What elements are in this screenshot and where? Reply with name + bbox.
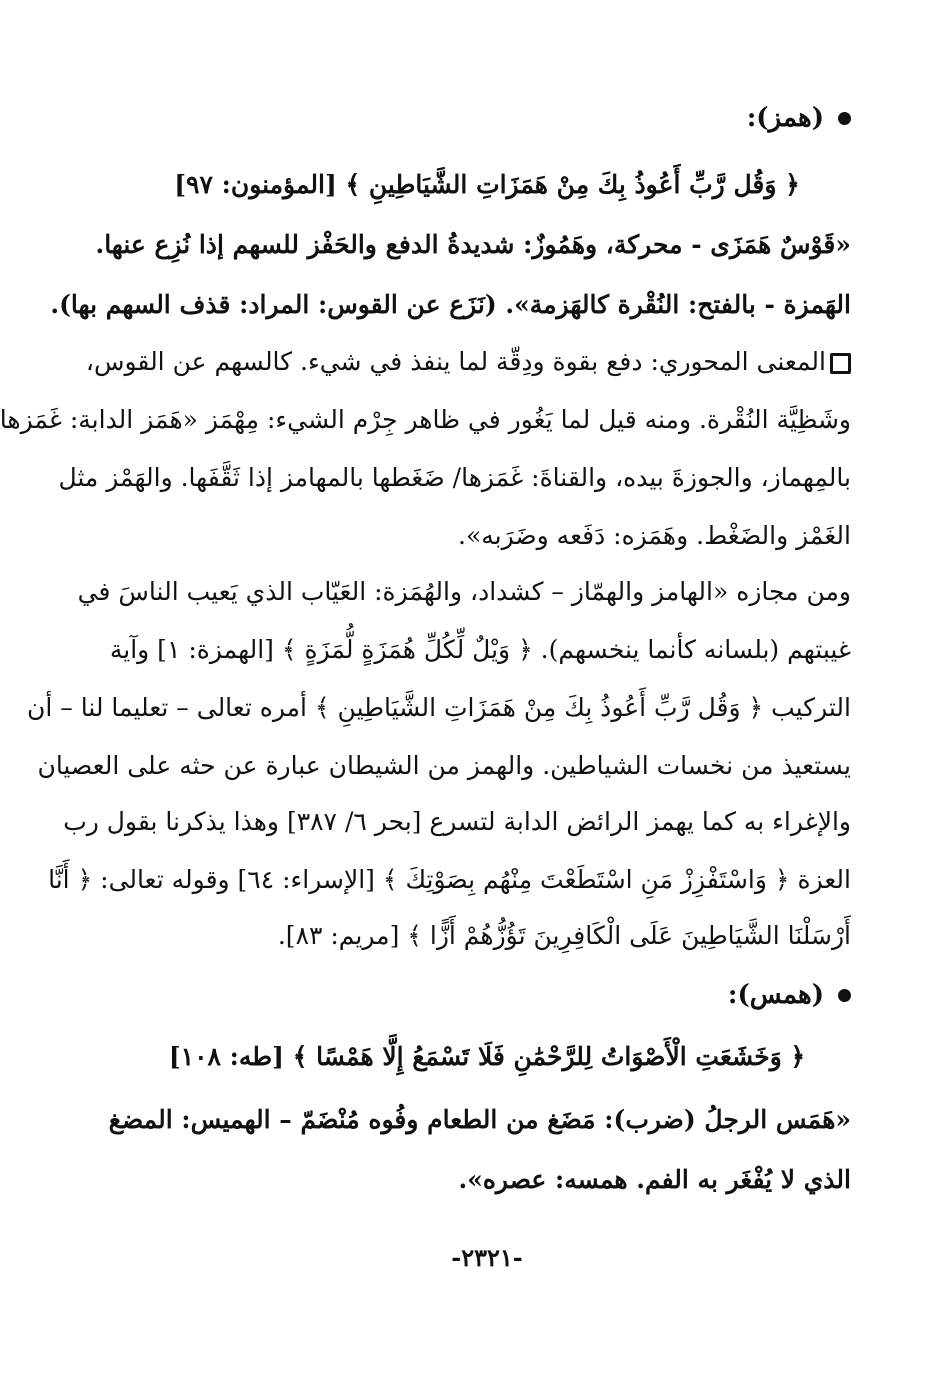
bullet-icon: [838, 112, 851, 125]
page-number: -٢٣٢١-: [451, 1243, 523, 1272]
lexical-line: «قَوْسٌ هَمَزَى - محركة، وهَمُوزٌ: شديدةُ الدفع والحَفْز للسهم إذا نُزِع عنها.: [95, 230, 851, 259]
entry-heading-text: (همس):: [727, 980, 824, 1010]
lexical-line: الذي لا يُفْغَر به الفم. همسه: عصره».: [458, 1165, 851, 1194]
core-meaning-line: وشَظِيَّة النُقْرة. ومنه قيل لما يَغُور في ظاهر جِرْم الشيء: مِهْمَز «هَمَز الدابة: غَمَزها: [0, 405, 851, 434]
figurative-line: والإغراء به كما يهمز الرائض الدابة لتسرع [بحر ٦/ ٣٨٧] وهذا يذكرنا بقول رب: [63, 807, 851, 836]
lexical-line: «هَمَس الرجلُ (ضرب): مَضَغ من الطعام وفُوه مُنْضَمّ – الهميس: المضغ: [108, 1105, 851, 1134]
figurative-line: ومن مجازه «الهامز والهمّاز – كشداد، والهُمَزة: العَيّاب الذي يَعيب الناسَ في: [77, 577, 851, 606]
square-icon: [830, 353, 851, 374]
core-meaning-line: [85, 342, 851, 382]
core-meaning-text: المعنى المحوري: دفع بقوة ودِقّة لما ينفذ في شيء. كالسهم عن القوس،: [85, 347, 826, 376]
bullet-icon: [838, 989, 851, 1002]
core-meaning-line: الغَمْز والضَغْط. وهَمَزه: دَفَعه وضَرَبه».: [458, 521, 851, 550]
figurative-line: التركيب ﴿ وَقُل رَّبِّ أَعُوذُ بِكَ مِنْ هَمَزَاتِ الشَّيَاطِينِ ﴾ أمره تعالى – تعليما لنا – أن: [27, 693, 851, 722]
quran-verse: ﴿ وَخَشَعَتِ الْأَصْوَاتُ لِلرَّحْمَٰنِ فَلَا تَسْمَعُ إِلَّا هَمْسًا ﴾ [طه: ١٠٨]: [168, 1042, 806, 1071]
quran-verse: ﴿ وَقُل رَّبِّ أَعُوذُ بِكَ مِنْ هَمَزَاتِ الشَّيَاطِينِ ﴾ [المؤمنون: ٩٧]: [174, 170, 800, 199]
lexical-line: الهَمزة - بالفتح: النُقْرة كالهَزمة». (نَزَع عن القوس: المراد: قذف السهم بها).: [50, 290, 851, 319]
entry-heading-text: (همز):: [746, 103, 824, 133]
figurative-line: يستعيذ من نخسات الشياطين. والهمز من الشيطان عبارة عن حثه على العصيان: [37, 751, 851, 780]
core-meaning-line: بالمِهماز، والجوزةَ بيده، والقناةَ: غَمَزها/ ضَغَطها بالمهامز إذا ثَقَّفَها. والهَمْز مثل: [58, 463, 851, 492]
figurative-line: العزة ﴿ وَاسْتَفْزِزْ مَنِ اسْتَطَعْتَ مِنْهُم بِصَوْتِكَ ﴾ [الإسراء: ٦٤] وقوله تعالى: ﴿ أَنَّا: [48, 865, 851, 894]
figurative-line: غيبتهم (بلسانه كأنما ينخسهم). ﴿ وَيْلٌ لِّكُلِّ هُمَزَةٍ لُّمَزَةٍ ﴾ [الهمزة: ١] وآية: [109, 635, 851, 664]
entry-heading-hamz: [747, 98, 851, 138]
entry-heading-hams: [728, 975, 851, 1015]
figurative-line: أَرْسَلْنَا الشَّيَاطِينَ عَلَى الْكَافِرِينَ تَؤُزُّهُمْ أَزًّا ﴾ [مريم: ٨٣].: [277, 921, 851, 950]
